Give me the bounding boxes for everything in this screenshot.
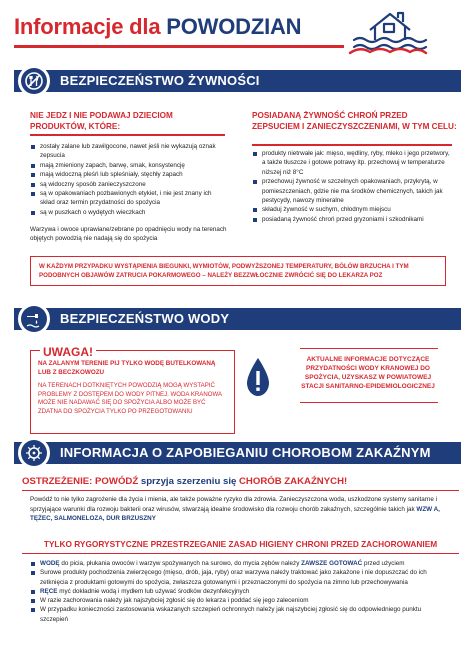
flooded-house-icon [348, 6, 428, 56]
food-left-note: Warzywa i owoce uprawiane/zebrane po opadnięciu wody na terenach objętych powodzią nie nadają się do spożycia [30, 226, 227, 242]
list-item: produkty nietrwałe jak: mięso, wędliny, ryby, mleko i jego przetwory, a także tłuszcze i gotowe potrawy itp. przechowuj w temperaturze niższej niż 8°C [252, 149, 452, 177]
list-item: WODĘ do picia, płukania owoców i warzyw spożywanych na surowo, do mycia zębów należy ZAWSZE GOTOWAĆ przed użyciem [30, 559, 450, 568]
list-item: są w puszkach o wydętych wieczkach [30, 208, 225, 217]
header-underline [14, 45, 344, 48]
food-left-underline [30, 134, 225, 136]
food-right-heading: POSIADANĄ ŻYWNOŚĆ CHROŃ PRZED ZEPSUCIEM I ZANIECZYSZCZENIAMI, W TYM CELU: [252, 111, 457, 131]
list-item: zostały zalane lub zawilgocone, nawet jeśli nie wykazują oznak zepsucia [30, 142, 225, 161]
water-safety-badge [18, 303, 50, 335]
list-item: mają widoczną pleśń lub spleśniały, stęchły zapach [30, 170, 225, 179]
list-item: W przypadku konieczności zastosowania wskazanych szczepień ochronnych należy jak najszybciej zgłosić się do odpowiedniego punktu szczepień [30, 605, 450, 624]
water-safety-banner: BEZPIECZEŃSTWO WODY [14, 308, 461, 330]
uwaga-body-text: NA TERENACH DOTKNIĘTYCH POWODZIĄ MOGĄ WYSTAPIĆ PROBLEMY Z DOSTĘPEM DO WODY PITNEJ. WODA KRANOWA MOŻE NIE NADAWAĆ SIĘ DO SPOŻYCIA ALBO MOŻE BYĆ ZDATNA DO SPOŻYCIA TYLKO PO PRZEGOTOWANIU [38, 382, 222, 415]
list-item: składuj żywność w suchym, chłodnym miejscu [252, 205, 452, 214]
disease-warning-title: OSTRZEŻENIE: POWÓDŹ sprzyja szerzeniu się CHORÓB ZAKAŹNYCH! [22, 476, 348, 487]
food-safety-badge [18, 65, 50, 97]
food-poisoning-warning: W KAŻDYM PRZYPADKU WYSTĄPIENIA BIEGUNKI, WYMIOTÓW, PODWYŻSZONEJ TEMPERATURY, BÓLÓW BRZUCHA I TYM PODOBNYCH OBJAWÓW ZATRUCIA POKARMOWEGO – NALEŻY BEZZWŁOCZNIE ZWRÓCIĆ SIĘ DO LEKARZA POZ [30, 256, 446, 286]
list-item: przechowuj żywność w szczelnych opakowaniach, przykrytą, w pomieszczeniach, gdzie nie ma środków chemicznych, takich jak pestycydy, nawozy mineralne [252, 177, 452, 205]
list-item: Surowe produkty pochodzenia zwierzęcego (mięso, drób, jaja, ryby) oraz warzywa należy traktować jako zakażone i nie dopuszczać do ich zetknięcia z produktami gotowymi do spożycia, zwłaszcza gotowanymi i przeznaczonymi do spożycia na zimno lub przechowywania [30, 568, 450, 587]
virus-icon [24, 443, 44, 463]
disease-intro: Powódź to nie tylko zagrożenie dla życia i mienia, ale także poważne ryzyko dla zdrowia. Zanieczyszczona woda, uszkodzone systemy sanitarne i sprzyjające warunki dla rozwoju bakterii oraz wirusów, stwarzają idealne środowisko dla rozwoju chorób zakaźnych, szczególnie takich jak WZW A, TĘŻEC, SALMONELOZA, DUR BRZUSZNY [30, 496, 440, 522]
uwaga-bold-text: NA ZALANYM TERENIE PIJ TYLKO WODĘ BUTELKOWANĄ LUB Z BECZKOWOZU [38, 360, 216, 376]
food-safety-banner: BEZPIECZEŃSTWO ŻYWNOŚCI [14, 70, 461, 92]
disease-warning-underline [22, 490, 459, 491]
water-info-divider-top [300, 348, 438, 349]
list-item: W razie zachorowania należy jak najszybciej zgłosić się do lekarza i poddać się jego zaleceniom [30, 596, 450, 605]
list-item: są widoczny sposób zanieczyszczone [30, 180, 225, 189]
disease-badge [18, 437, 50, 469]
water-info-box: AKTUALNE INFORMACJE DOTYCZĄCE PRZYDATNOŚCI WODY KRANOWEJ DO SPOŻYCIA, UZYSKASZ W POWIATOWEJ STACJI SANITARNO-EPIDEMIOLOGICZNEJ [301, 356, 435, 390]
uwaga-title: UWAGA! [43, 345, 93, 359]
no-food-icon [24, 71, 44, 91]
page-title: Informacje dla POWODZIAN [14, 14, 302, 39]
food-right-underline [252, 144, 452, 146]
disease-prevention-banner: INFORMACJA O ZAPOBIEGANIU CHOROBOM ZAKAŹNYM [14, 442, 461, 464]
hygiene-underline [22, 553, 459, 554]
list-item: mają zmieniony zapach, barwę, smak, konsystencję [30, 161, 225, 170]
uwaga-title-wrap [40, 343, 96, 361]
water-tap-icon [24, 309, 44, 329]
water-info-divider-bottom [300, 402, 438, 403]
list-item: posiadaną żywność chroń przed gryzoniami i szkodnikami [252, 215, 452, 224]
food-right-list [252, 149, 452, 224]
food-left-heading: NIE JEDZ I NIE PODAWAJ DZIECIOM PRODUKTÓW, KTÓRE: [30, 111, 173, 131]
food-left-list [30, 142, 225, 217]
list-item: RĘCE myć dokładnie wodą i mydłem lub używać środków dezynfekcyjnych [30, 587, 450, 596]
water-drop-icon [244, 356, 272, 398]
hygiene-list [30, 559, 450, 624]
list-item: są w opakowaniach pozbawionych etykiet, i nie jest znany ich skład oraz termin przydatności do spożycia [30, 189, 225, 208]
hygiene-title: TYLKO RYGORYSTYCZNE PRZESTRZEGANIE ZASAD HIGIENY CHRONI PRZED ZACHOROWANIEM [43, 539, 438, 549]
